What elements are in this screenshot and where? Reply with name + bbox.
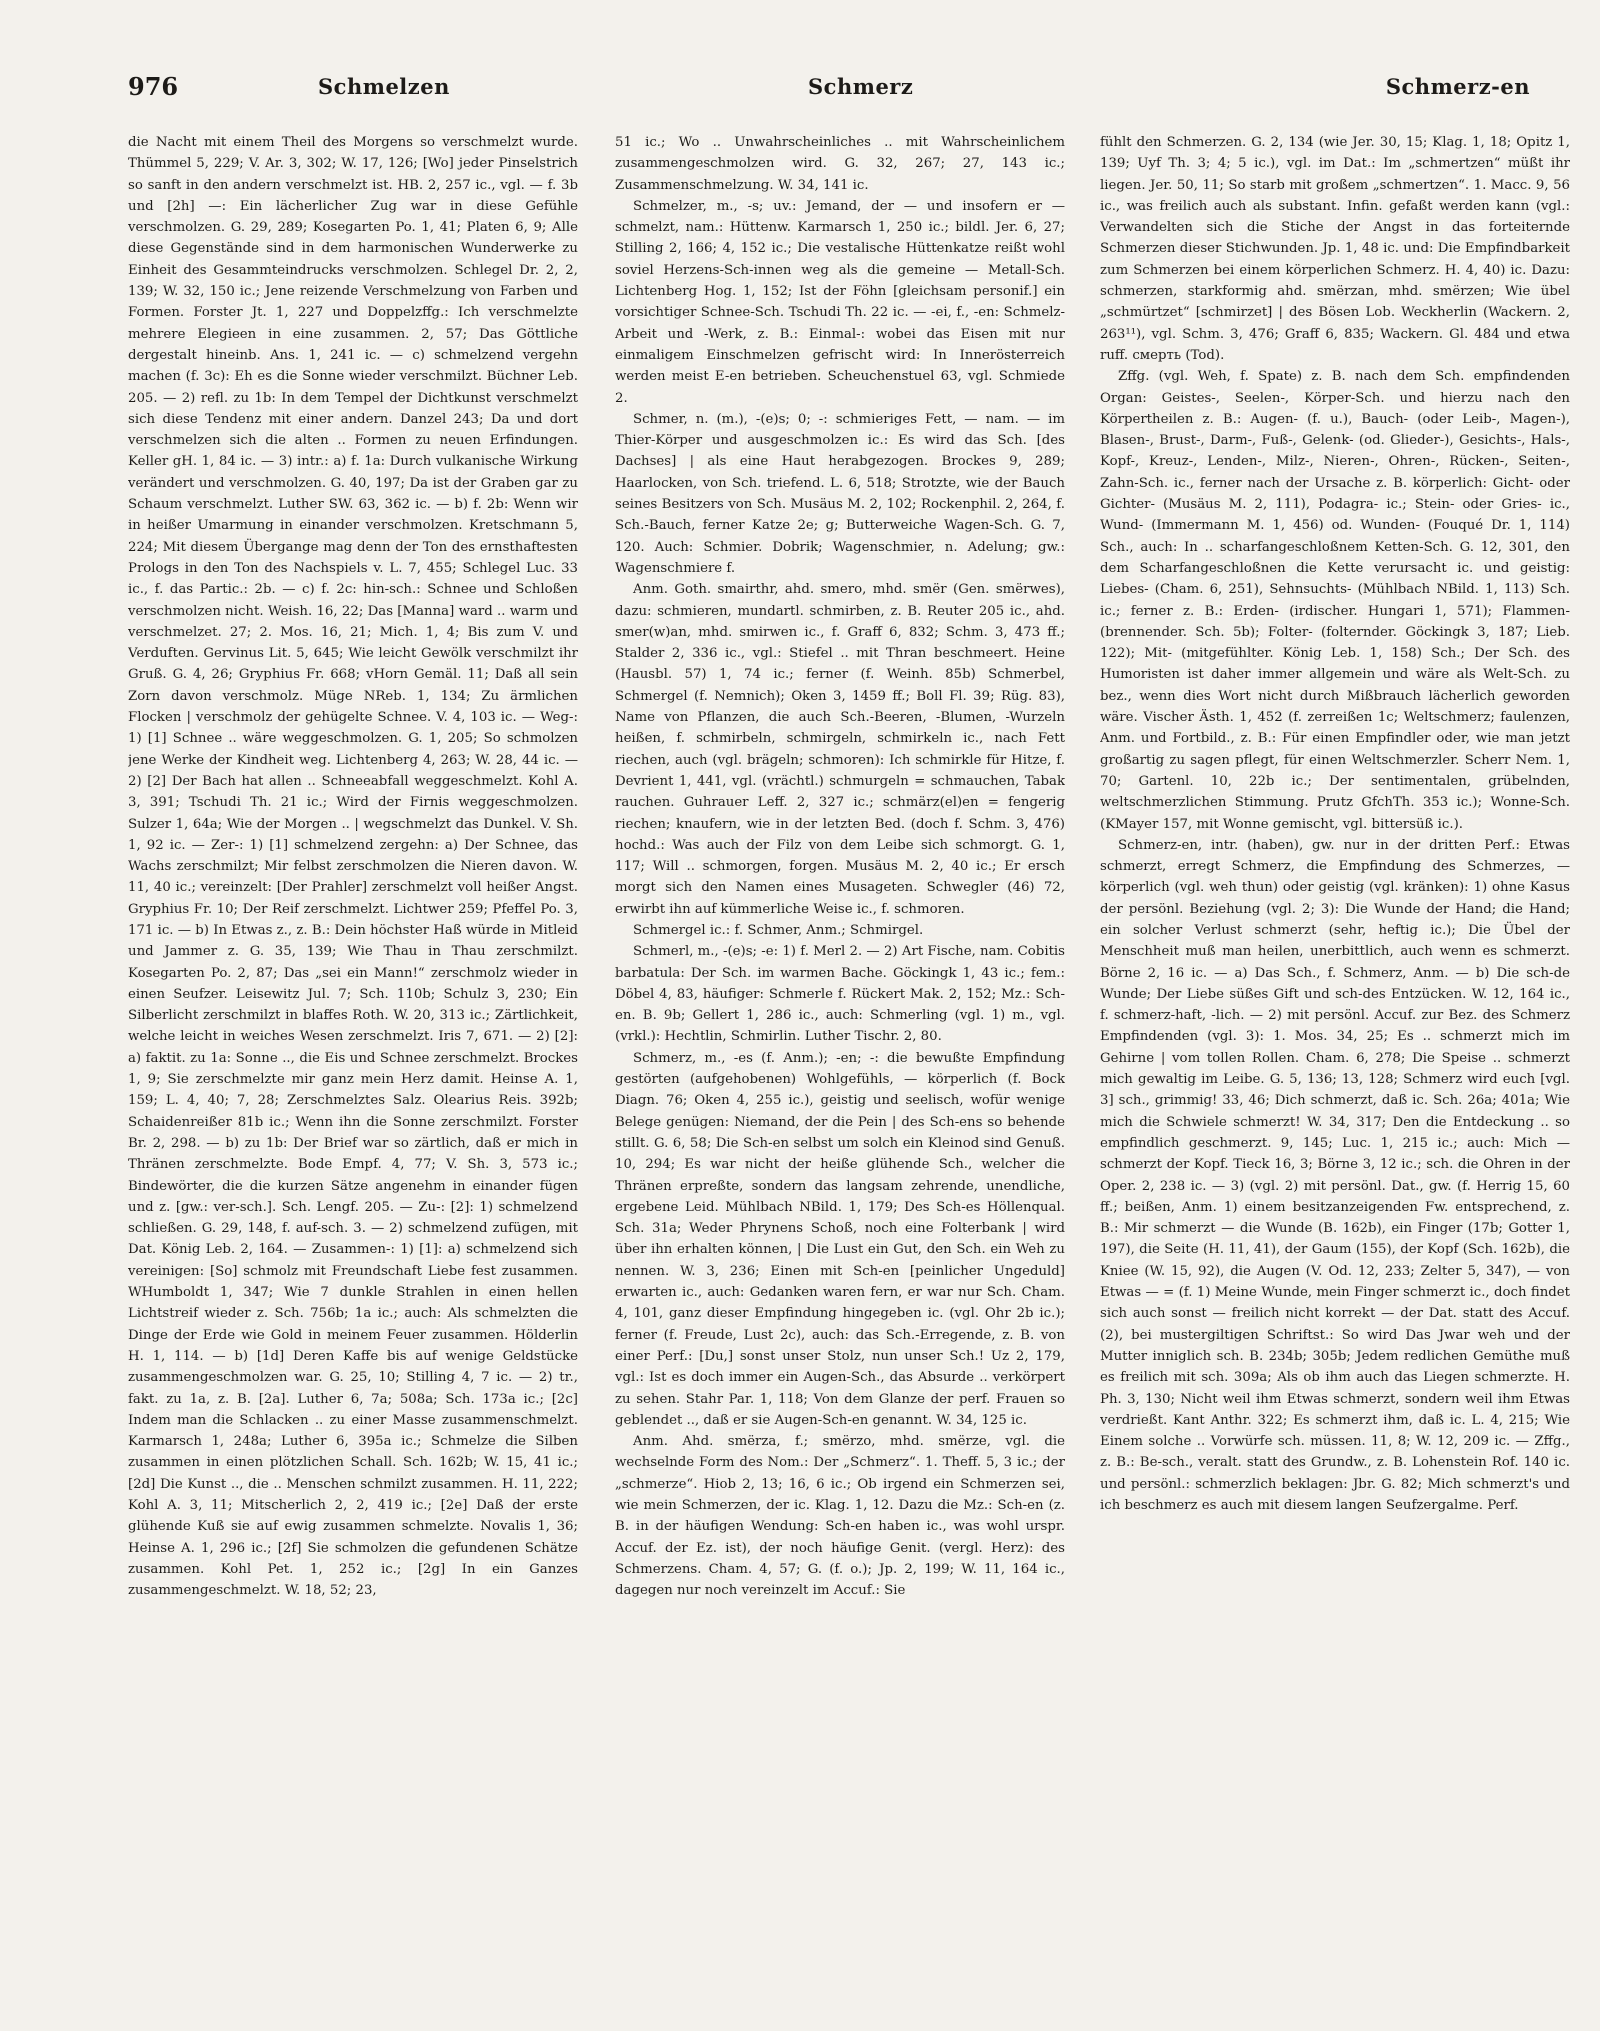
note-schmerz: Anm. Ahd. smërza, f.; smërzo, mhd. smërze, vgl. die wechselnde Form des Nom.: Der „Schmerz“. 1. Theff. 5, 3 ic.; der „schmerze“. Hiob 2, 13; 16, 6 ic.; Ob irgend ein Schmerzen sei, wie mein Schmerzen, der ic. Klag. 1, 12. Dazu die Mz.: Sch-en (z. B. in der häufigen Wendung: Sch-en haben ic., was wohl urspr. Accuf. der Ez. ist), der noch häufige Genit. (vergl. Herz): des Schmerzens. Cham. 4, 57; G. (f. o.); Jp. 2, 199; W. 11, 164 ic., dagegen nur noch vereinzelt im Accuf.: Sie xyxy=(615,1434,1065,1599)
entry-schmerz: Schmerz, m., -es (f. Anm.); -en; -: die bewußte Empfindung gestörten (aufgehobenen) Wohlgefühls, — körperlich (f. Bock Diagn. 76; Oken 4, 255 ic.), geistig und seelisch, wofür wenige Belege genügen: Niemand, der die Pein | des Sch-ens so behende stillt. G. 6, 58; Die Sch-en selbst um solch ein Kleinod sind Genuß. 10, 294; Es war nicht der heiße glühende Sch., welcher die Thränen erpreßte, sondern das langsam zehrende, unendliche, ergebene Leid. Mühlbach NBild. 1, 179; Des Sch-es Höllenqual. Sch. 31a; Weder Phrynens Schoß, noch eine Folterbank | wird über ihn erhalten können, | Die Lust ein Gut, den Sch. ein Weh zu nennen. W. 3, 236; Einen mit Sch-en [peinlicher Ungeduld] erwarten ic., auch: Gedanken waren fern, er war nur Sch. Cham. 4, 101, ganz dieser Empfindung hingegeben ic. (vgl. Ohr 2b ic.); ferner (f. Freude, Lust 2c), auch: das Sch.-Erregende, z. B. von einer Perf.: [Du,] sonst unser Stolz, nun unser Sch.! Uz 2, 179, vgl.: Ist es doch immer ein Augen-Sch., das Absurde .. verkörpert zu sehen. Stahr Par. 1, 118; Von dem Glanze der perf. Frauen so geblendet .., daß er sie Augen-Sch-en genannt. W. 34, 125 ic. xyxy=(615,1050,1065,1428)
entry-schmerzen: Schmerz-en, intr. (haben), gw. nur in der dritten Perf.: Etwas schmerzt, erregt Schmerz, die Empfindung des Schmerzes, — körperlich (vgl. weh thun) oder geistig (vgl. kränken): 1) ohne Kasus der persönl. Beziehung (vgl. 2; 3): Die Wunde der Hand; die Hand; ein solcher Verlust schmerzt (sehr, heftig ic.); Die Übel der Menschheit muß man heilen, unerbittlich, auch wenn es schmerzt. Börne 2, 16 ic. — a) Das Sch., f. Schmerz, Anm. — b) Die sch-de Wunde; Der Liebe süßes Gift und sch-des Entzücken. W. 12, 164 ic., f. schmerz-haft, -lich. — 2) mit persönl. Accuf. zur Bez. des Schmerz Empfindenden (vgl. 3): 1. Mos. 34, 25; Es .. schmerzt mich im Gehirne | vom tollen Rollen. Cham. 6, 278; Die Speise .. schmerzt mich gewaltig im Leibe. G. 5, 136; 13, 128; Schmerz wird euch [vgl. 3] sch., grimmig! 33, 46; Dich schmerzt, daß ic. Sch. 26a; 401a; Wie mich die Schwiele schmerzt! W. 34, 317; Den die Entdeckung .. so empfindlich geschmerzt. 9, 145; Luc. 1, 215 ic.; auch: Mich — schmerzt der Kopf. Tieck 16, 3; Börne 3, 12 ic.; sch. die Ohren in der Oper. 2, 238 ic. — 3) (vgl. 2) mit persönl. Dat., gw. (f. Herrig 15, 60 ff.; beißen, Anm. 1) einem besitzanzeigenden Fw. entsprechend, z. B.: Mir schmerzt — die Wunde (B. 162b), ein Finger (17b; Gotter 1, 197), die Seite (H. 11, 41), der Gaum (155), der Kopf (Sch. 162b), die Kniee (W. 15, 92), die Augen (V. Od. 12, 233; Zelter 5, 347), — von Etwas — = (f. 1) Meine Wunde, mein Finger schmerzt ic., doch findet sich auch sonst — freilich nicht korrekt — der Dat. statt des Accuf. (2), bei mustergiltigen Schriftst.: So wird Das Jwar weh und der Mutter inniglich sch. B. 234b; 305b; Jedem redlichen Gemüthe muß es freilich mit sch. 309a; Als ob ihm auch das Liegen schmerzte. H. Ph. 3, 130; Nicht weil ihm Etwas schmerzt, sondern weil ihm Etwas verdrießt. Kant Anthr. 322; Es schmerzt ihm, daß ic. L. 4, 215; Wie Einem solche .. Vorwürfe sch. müssen. 11, 8; W. 12, 209 ic. — Zffg., z. B.: Be-sch., veralt. statt des Grundw., z. B. Lohenstein Rof. 140 ic. und persönl.: schmerzlich beklagen: Jbr. G. 82; Mich schmerzt's und ich beschmerz es auch mit diesem langen Seufzergalme. Perf. xyxy=(1100,837,1570,1513)
text-column-1 xyxy=(128,132,578,1982)
paragraph: die Nacht mit einem Theil des Morgens so verschmelzt wurde. Thümmel 5, 229; V. Ar. 3, 302; W. 17, 126; [Wo] jeder Pinselstrich so sanft in den andern verschmelzt ist. HB. 2, 257 ic., vgl. — f. 3b und [2h] —: Ein lächerlicher Zug war in diese Gefühle verschmolzen. G. 29, 289; Kosegarten Po. 1, 41; Platen 6, 9; Alle diese Gegenstände sind in dem harmonischen Wunderwerke zu Einheit des Gesammteindrucks verschmolzen. Schlegel Dr. 2, 2, 139; W. 32, 150 ic.; Jene reizende Verschmelzung von Farben und Formen. Forster Jt. 1, 227 und Doppelzffg.: Ich verschmelzte mehrere Elegieen in eine zusammen. 2, 57; Das Göttliche dergestalt hineinb. Ans. 1, 241 ic. — c) schmelzend vergehn machen (f. 3c): Eh es die Sonne wieder verschmilzt. Büchner Leb. 205. — 2) refl. zu 1b: In dem Tempel der Dichtkunst verschmelzt sich diese Tendenz mit einer andern. Danzel 243; Da und dort verschmelzen sich die alten .. Formen zu neuen Erfindungen. Keller gH. 1, 84 ic. — 3) intr.: a) f. 1a: Durch vulkanische Wirkung verändert und verschmolzen. G. 40, 197; Da ist der Graben gar zu Schaum verschmelzt. Luther SW. 63, 362 ic. — b) f. 2b: Wenn wir in heißer Umarmung in einander verschmolzen. Kretschmann 5, 224; Mit diesem Übergange mag denn der Ton des ernsthaftesten Prologs in den Ton des Nachspiels v. L. 7, 455; Schlegel Luc. 33 ic., f. das Partic.: 2b. — c) f. 2c: hin-sch.: Schnee und Schloßen verschmolzen nicht. Weish. 16, 22; Das [Manna] ward .. warm und verschmelzet. 27; 2. Mos. 16, 21; Mich. 1, 4; Bis zum V. und Verduften. Gervinus Lit. 5, 645; Wie leicht Gewölk verschmilzt ihr Gruß. G. 4, 26; Gryphius Fr. 668; vHorn Gemäl. 11; Daß all sein Zorn davon verschmolz. Müge NReb. 1, 134; Zu ärmlichen Flocken | verschmolz der gehügelte Schnee. V. 4, 103 ic. — Weg-: 1) [1] Schnee .. wäre weggeschmolzen. G. 1, 205; So schmolzen jene Werke der Kindheit weg. Lichtenberg 4, 263; W. 28, 44 ic. — 2) [2] Der Bach hat allen .. Schneeabfall weggeschmelzt. Kohl A. 3, 391; Tschudi Th. 21 ic.; Wird der Firnis weggeschmolzen. Sulzer 1, 64a; Wie der Morgen .. | wegschmelzt das Dunkel. V. Sh. 1, 92 ic. — Zer-: 1) [1] schmelzend zergehn: a) Der Schnee, das Wachs zerschmilzt; Mir felbst zerschmolzen die Nieren davon. W. 11, 40 ic.; vereinzelt: [Der Prahler] zerschmelzt voll heißer Angst. Gryphius Fr. 10; Der Reif zerschmelzt. Lichtwer 259; Pfeffel Po. 3, 171 ic. — b) In Etwas z., z. B.: Dein höchster Haß würde in Mitleid und Jammer z. G. 35, 139; Wie Thau in Thau zerschmilzt. Kosegarten Po. 2, 87; Das „sei ein Mann!“ zerschmolz wieder in einen Seufzer. Leisewitz Jul. 7; Sch. 110b; Schulz 3, 230; Ein Silberlicht zerschmilzt in blaffes Roth. W. 20, 313 ic.; Zärtlichkeit, welche leicht in weiches Wesen zerschmelzt. Iris 7, 671. — 2) [2]: a) faktit. zu 1a: Sonne .., die Eis und Schnee zerschmelzt. Brockes 1, 9; Sie zerschmelzte mir ganz mein Herz damit. Heinse A. 1, 159; L. 4, 40; 7, 28; Zerschmelztes Salz. Olearius Reis. 392b; Schaidenreißer 81b ic.; Wenn ihn die Sonne zerschmilzt. Forster Br. 2, 298. — b) zu 1b: Der Brief war so zärtlich, daß er mich in Thränen zerschmelzte. Bode Empf. 4, 77; V. Sh. 3, 573 ic.; Bindewörter, die die kurzen Sätze angenehm in einander fügen und z. [gw.: ver-sch.]. Sch. Lengf. 205. — Zu-: [2]: 1) schmelzend schließen. G. 29, 148, f. auf-sch. 3. — 2) schmelzend zufügen, mit Dat. König Leb. 2, 164. — Zusammen-: 1) [1]: a) schmelzend sich vereinigen: [So] schmolz mit Freundschaft Liebe fest zusammen. WHumboldt 1, 347; Wie 7 dunkle Strahlen in einen hellen Lichtstreif wieder z. Sch. 756b; 1a ic.; auch: Als schmelzten die Dinge der Erde wie Gold in meinem Feuer zusammen. Hölderlin H. 1, 114. — b) [1d] Deren Kaffe bis auf wenige Geldstücke zusammengeschmolzen war. G. 25, 10; Stilling 4, 7 ic. — 2) tr., fakt. zu 1a, z. B. [2a]. Luther 6, 7a; 508a; Sch. 173a ic.; [2c] Indem man die Schlacken .. zu einer Masse zusammenschmelzt. Karmarsch 1, 248a; Luther 6, 395a ic.; Schmelze die Silben zusammen in einen plötzlichen Schall. Sch. 162b; W. 15, 41 ic.; [2d] Die Kunst .., die .. Menschen schmilzt zusammen. H. 11, 222; Kohl A. 3, 11; Mitscherlich 2, 2, 419 ic.; [2e] Daß der erste glühende Kuß sie auf ewig zusammen schmelzte. Novalis 1, 36; Heinse A. 1, 296 ic.; [2f] Sie schmolzen die gefundenen Schätze zusammen. Kohl Pet. 1, 252 ic.; [2g] In ein Ganzes zusammengeschmelzt. W. 18, 52; 23, xyxy=(128,135,578,1599)
entry-schmergel: Schmergel ic.: f. Schmer, Anm.; Schmirgel. xyxy=(633,922,924,938)
page-header xyxy=(128,72,1570,108)
paragraph: fühlt den Schmerzen. G. 2, 134 (wie Jer. 30, 15; Klag. 1, 18; Opitz 1, 139; Uyf Th. 3; 4; 5 ic.), vgl. im Dat.: Im „schmertzen“ müßt ihr liegen. Jer. 50, 11; So starb mit großem „schmertzen“. 1. Macc. 9, 56 ic., was freilich auch als substant. Infin. gefaßt werden kann (vgl.: Verwandelten sich die Stiche der Angst in das forteiternde Schmerzen dieser Stichwunden. Jp. 1, 48 ic. und: Die Empfindbarkeit zum Schmerzen bei einem körperlichen Schmerz. H. 4, 40) ic. Dazu: schmerzen, starkformig ahd. smërzan, mhd. smërzen; Wie übel „schmürtzet“ [schmirzet] | des Bösen Lob. Weckherlin (Wackern. 2, 263¹¹), vgl. Schm. 3, 476; Graff 6, 835; Wackern. Gl. 484 und etwa ruff. смерть (Tod). xyxy=(1100,135,1570,363)
running-head-center: Schmerz xyxy=(808,74,914,99)
paragraph: 51 ic.; Wo .. Unwahrscheinliches .. mit Wahrscheinlichem zusammengeschmolzen wird. G. 32, 267; 27, 143 ic.; Zusammenschmelzung. W. 34, 141 ic. xyxy=(615,135,1065,193)
entry-schmelzer: Schmelzer, m., -s; uv.: Jemand, der — und insofern er — schmelzt, nam.: Hüttenw. Karmarsch 1, 250 ic.; bildl. Jer. 6, 27; Stilling 2, 166; 4, 152 ic.; Die vestalische Hüttenkatze reißt wohl soviel Herzens-Sch-innen weg als die gemeine — Metall-Sch. Lichtenberg Hog. 1, 152; Ist der Föhn [gleichsam personif.] ein vorsichtiger Schnee-Sch. Tschudi Th. 22 ic. — -ei, f., -en: Schmelz-Arbeit und -Werk, z. B.: Einmal-: wobei das Eisen mit nur einmaligem Einschmelzen gefrischt wird: In Innerösterreich werden meist E-en betrieben. Scheuchenstuel 63, vgl. Schmiede 2. xyxy=(615,198,1065,406)
entry-schmer: Schmer, n. (m.), -(e)s; 0; -: schmieriges Fett, — nam. — im Thier-Körper und ausgeschmolzen ic.: Es wird das Sch. [des Dachses] | als eine Haut herabgezogen. Brockes 9, 289; Haarlocken, von Sch. triefend. L. 6, 518; Strotzte, wie der Bauch seines Besitzers von Sch. Musäus M. 2, 102; Rockenphil. 2, 264, f. Sch.-Bauch, ferner Katze 2e; g; Butterweiche Wagen-Sch. G. 7, 120. Auch: Schmier. Dobrik; Wagenschmier, n. Adelung; gw.: Wagenschmiere f. xyxy=(615,411,1065,576)
text-column-2 xyxy=(615,132,1065,1982)
running-head-left: Schmelzen xyxy=(318,74,450,99)
page-number: 976 xyxy=(128,72,179,101)
note-schmer: Anm. Goth. smairthr, ahd. smero, mhd. smër (Gen. smërwes), dazu: schmieren, mundartl. schmirben, z. B. Reuter 205 ic., ahd. smer(w)an, mhd. smirwen ic., f. Graff 6, 832; Schm. 3, 473 ff.; Stalder 2, 336 ic., vgl.: Stiefel .. mit Thran beschmeert. Heine (Hausbl. 57) 1, 74 ic.; ferner (f. Weinh. 85b) Schmerbel, Schmergel (f. Nemnich); Oken 3, 1459 ff.; Boll Fl. 39; Rüg. 83), Name von Pflanzen, die auch Sch.-Beeren, -Blumen, -Wurzeln heißen, f. schmirbeln, schmirgeln, schmirkeln ic., nach Fett riechen, auch (vgl. brägeln; schmoren): Ich schmirkle für Hitze, f. Devrient 1, 441, vgl. (vrächtl.) schmurgeln = schmauchen, Tabak rauchen. Guhrauer Leff. 2, 327 ic.; schmärz(el)en = fengerig riechen; knaufern, wie in der letzten Bed. (doch f. Schm. 3, 476) hochd.: Was auch der Filz von dem Leibe sich schmorgt. G. 1, 117; Will .. schmorgen, forgen. Musäus M. 2, 40 ic.; Er ersch morgt sich den Namen eines Musageten. Schwegler (46) 72, erwirbt ihn auf kümmerliche Weise ic., f. schmoren. xyxy=(615,582,1065,917)
running-head-right: Schmerz-en xyxy=(1385,74,1530,99)
compounds-schmerz: Zffg. (vgl. Weh, f. Spate) z. B. nach dem Sch. empfindenden Organ: Geistes-, Seelen-, Körper-Sch. und hierzu nach den Körpertheilen z. B.: Augen- (f. u.), Bauch- (oder Leib-, Magen-), Blasen-, Brust-, Darm-, Fuß-, Gelenk- (od. Glieder-), Gesichts-, Hals-, Kopf-, Kreuz-, Lenden-, Milz-, Nieren-, Ohren-, Rücken-, Seiten-, Zahn-Sch. ic., ferner nach der Ursache z. B. körperlich: Gicht- oder Gichter- (Musäus M. 2, 111), Podagra- ic.; Stein- oder Gries- ic., Wund- (Immermann M. 1, 456) od. Wunden- (Fouqué Dr. 1, 114) Sch., auch: In .. scharfangeschloßnem Ketten-Sch. G. 12, 301, den dem Scharfangeschloßnen die Kette verursacht ic. und geistig: Liebes- (Cham. 6, 251), Sehnsuchts- (Mühlbach NBild. 1, 113) Sch. ic.; ferner z. B.: Erden- (irdischer. Hungari 1, 571); Flammen- (brennender. Sch. 5b); Folter- (folternder. Göckingk 3, 187; Lieb. 122); Mit- (mitgefühlter. König Leb. 1, 158) Sch.; Der Sch. des Humoristen ist daher immer allgemein und wäre als Welt-Sch. zu bez., wenn dies Wort nicht durch Mißbrauch lächerlich geworden wäre. Vischer Ästh. 1, 452 (f. zerreißen 1c; Weltschmerz; faulenzen, Anm. und Fortbild., z. B.: Für einen Empfindler oder, wie man jetzt großartig zu sagen pflegt, für einen Weltschmerzler. Scherr Nem. 1, 70; Gartenl. 10, 22b ic.; Der sentimentalen, grübelnden, weltschmerzlichen Stimmung. Prutz GfchTh. 353 ic.); Wonne-Sch. (KMayer 157, mit Wonne gemischt, vgl. bittersüß ic.). xyxy=(1100,369,1570,832)
entry-schmerl: Schmerl, m., -(e)s; -e: 1) f. Merl 2. — 2) Art Fische, nam. Cobitis barbatula: Der Sch. im warmen Bache. Göckingk 1, 43 ic.; fem.: Döbel 4, 83, häufiger: Schmerle f. Rückert Mak. 2, 152; Mz.: Sch-en. B. 9b; Gellert 1, 286 ic., auch: Schmerling (vgl. 1) m., vgl. (vrkl.): Hechtlin, Schmirlin. Luther Tischr. 2, 80. xyxy=(615,944,1065,1045)
text-column-3 xyxy=(1100,132,1570,1982)
